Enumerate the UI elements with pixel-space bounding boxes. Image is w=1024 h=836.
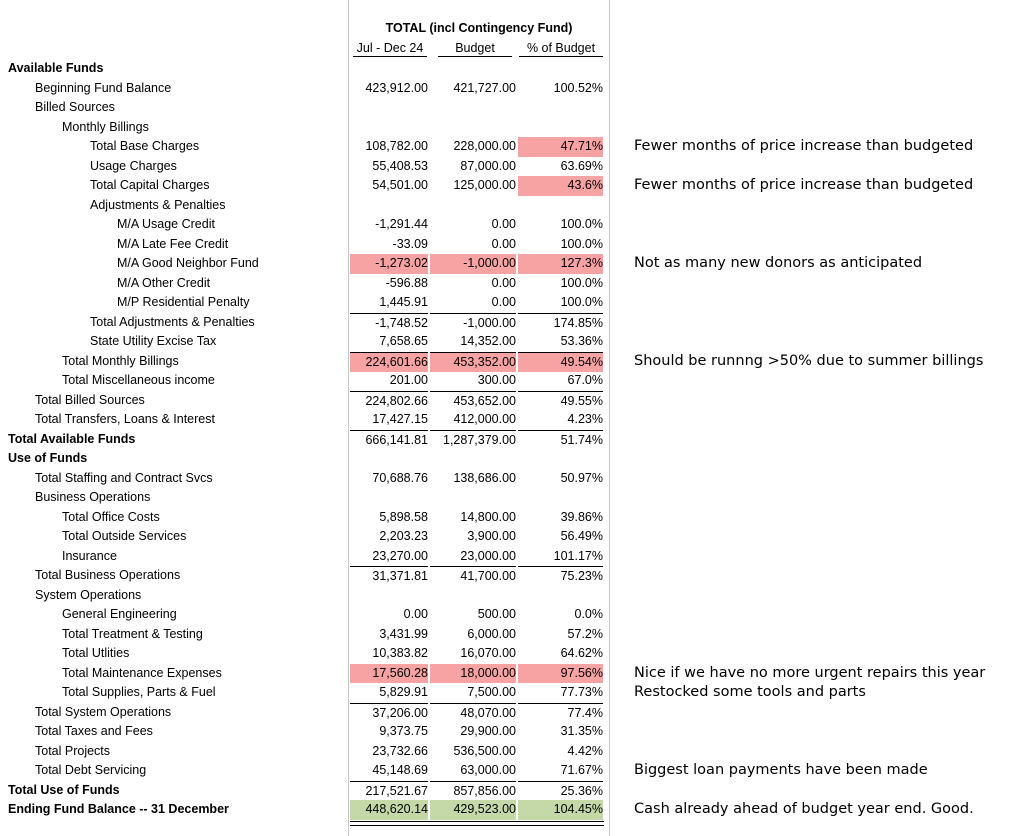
table-row <box>0 761 1024 781</box>
budget-value: 857,856.00 <box>430 781 516 802</box>
budget-value: 14,800.00 <box>460 509 516 524</box>
percent-of-budget: 63.69% <box>560 158 603 173</box>
budget-value: 0.00 <box>491 275 516 290</box>
percent-of-budget <box>518 98 603 118</box>
table-row <box>0 430 1024 450</box>
actual-value <box>350 59 428 79</box>
table-row <box>0 469 1024 489</box>
percent-of-budget: 75.23% <box>518 566 603 587</box>
budget-value: 453,352.00 <box>430 352 516 373</box>
actual-value <box>350 586 428 606</box>
percent-of-budget: 101.17% <box>553 548 603 563</box>
row-label: Beginning Fund Balance <box>35 80 172 95</box>
actual-value: 54,501.00 <box>372 178 428 192</box>
percent-of-budget: 174.85% <box>518 313 603 334</box>
percent-of-budget: 100.0% <box>560 275 603 290</box>
budget-value <box>430 118 516 138</box>
row-label: Total Staffing and Contract Svcs <box>35 470 213 485</box>
actual-value: 17,560.28 <box>350 664 428 684</box>
table-row <box>0 449 1024 469</box>
percent-of-budget: 49.54% <box>518 352 603 373</box>
actual-value: 108,782.00 <box>365 139 428 153</box>
row-label: Total Debt Servicing <box>35 763 147 777</box>
actual-value: 217,521.67 <box>350 781 428 802</box>
percent-of-budget: 53.36% <box>560 334 603 348</box>
budget-value: 7,500.00 <box>467 685 516 699</box>
percent-of-budget: 0.0% <box>574 607 603 621</box>
percent-of-budget: 100.0% <box>560 295 603 309</box>
table-row <box>0 293 1024 313</box>
table-row <box>0 586 1024 606</box>
row-label: Total Maintenance Expenses <box>62 665 222 680</box>
row-label: M/A Other Credit <box>117 275 211 290</box>
percent-of-budget: 97.56% <box>518 664 603 684</box>
row-label: Use of Funds <box>8 451 88 465</box>
actual-value: 2,203.23 <box>379 529 428 543</box>
budget-value: 41,700.00 <box>430 566 516 587</box>
actual-value: 45,148.69 <box>372 763 428 777</box>
actual-value: -1,291.44 <box>375 217 428 231</box>
percent-of-budget: 4.23% <box>567 412 603 426</box>
actual-value: 23,732.66 <box>372 743 428 758</box>
table-row <box>0 137 1024 157</box>
table-row <box>0 118 1024 138</box>
percent-of-budget <box>518 488 603 508</box>
table-row <box>0 742 1024 762</box>
row-label: M/A Usage Credit <box>117 217 215 231</box>
budget-value <box>430 59 516 79</box>
percent-of-budget <box>518 118 603 138</box>
actual-value: 423,912.00 <box>365 80 428 95</box>
budget-value: 1,287,379.00 <box>430 430 516 451</box>
table-row <box>0 683 1024 703</box>
actual-value: -33.09 <box>392 236 428 251</box>
actual-value: 10,383.82 <box>372 646 428 660</box>
budget-value: 18,000.00 <box>430 664 516 684</box>
row-label: Total Taxes and Fees <box>35 724 153 738</box>
table-row <box>0 625 1024 645</box>
actual-value <box>350 98 428 118</box>
budget-value <box>430 196 516 216</box>
table-row <box>0 254 1024 274</box>
row-label: M/P Residential Penalty <box>117 295 250 309</box>
percent-of-budget: 64.62% <box>560 646 603 660</box>
budget-value: 125,000.00 <box>453 178 516 192</box>
table-row <box>0 98 1024 118</box>
budget-value: 500.00 <box>477 607 516 621</box>
actual-value: 448,620.14 <box>350 800 428 820</box>
table-row <box>0 391 1024 411</box>
budget-value: 228,000.00 <box>453 139 516 153</box>
table-row <box>0 703 1024 723</box>
row-comment: Not as many new donors as anticipated <box>634 255 923 271</box>
budget-value: 23,000.00 <box>460 548 516 563</box>
row-label: General Engineering <box>62 607 177 621</box>
percent-of-budget <box>518 586 603 606</box>
actual-value: 37,206.00 <box>350 703 428 724</box>
actual-value: 9,373.75 <box>379 724 428 738</box>
budget-value: 29,900.00 <box>460 724 516 738</box>
actual-value: 666,141.81 <box>350 430 428 451</box>
row-label: Available Funds <box>8 61 104 75</box>
percent-of-budget: 49.55% <box>518 391 603 412</box>
actual-value: -1,273.02 <box>350 254 428 274</box>
percent-of-budget <box>518 449 603 469</box>
percent-of-budget: 50.97% <box>560 470 603 485</box>
row-label: Total Office Costs <box>62 509 160 524</box>
row-label: Billed Sources <box>35 100 115 114</box>
row-label: Adjustments & Penalties <box>90 197 226 212</box>
budget-value: 87,000.00 <box>460 158 516 173</box>
row-label: Total Treatment & Testing <box>62 626 203 641</box>
row-label: Total Use of Funds <box>8 782 120 797</box>
row-label: Total Billed Sources <box>35 392 145 407</box>
actual-value <box>350 196 428 216</box>
actual-value: 31,371.81 <box>350 566 428 587</box>
table-row <box>0 352 1024 372</box>
percent-of-budget: 67.0% <box>567 373 603 387</box>
row-comment: Fewer months of price increase than budgeted <box>634 177 974 193</box>
percent-of-budget: 77.73% <box>560 685 603 699</box>
table-row <box>0 196 1024 216</box>
actual-value: 17,427.15 <box>372 412 428 426</box>
column-header-period: Jul - Dec 24 <box>353 40 427 57</box>
row-label: Total Supplies, Parts & Fuel <box>62 685 216 699</box>
row-comment: Nice if we have no more urgent repairs this year <box>634 664 986 681</box>
budget-value <box>430 449 516 469</box>
actual-value: 224,802.66 <box>350 391 428 412</box>
table-row <box>0 644 1024 664</box>
row-label: Total Capital Charges <box>90 178 210 192</box>
budget-value <box>430 488 516 508</box>
percent-of-budget: 100.0% <box>560 217 603 231</box>
row-label: Usage Charges <box>90 158 177 173</box>
actual-value <box>350 449 428 469</box>
budget-value: 6,000.00 <box>467 626 516 641</box>
table-row <box>0 664 1024 684</box>
table-row <box>0 274 1024 294</box>
actual-value: 70,688.76 <box>372 470 428 485</box>
actual-value: -596.88 <box>385 275 428 290</box>
budget-value: 3,900.00 <box>467 529 516 543</box>
percent-of-budget: 31.35% <box>560 724 603 738</box>
table-row <box>0 547 1024 567</box>
actual-value: 201.00 <box>389 373 428 387</box>
row-label: State Utility Excise Tax <box>90 334 217 348</box>
percent-of-budget: 47.71% <box>518 137 603 157</box>
row-comment: Biggest loan payments have been made <box>634 762 928 778</box>
table-row <box>0 605 1024 625</box>
actual-value: 1,445.91 <box>379 295 428 309</box>
row-label: Total Business Operations <box>35 568 181 582</box>
table-row <box>0 313 1024 333</box>
row-label: M/A Good Neighbor Fund <box>117 256 259 270</box>
actual-value: 3,431.99 <box>379 626 428 641</box>
row-label: Total Monthly Billings <box>62 353 179 368</box>
row-label: Total System Operations <box>35 704 172 719</box>
row-label: Total Base Charges <box>90 139 200 153</box>
budget-value: 0.00 <box>491 295 516 309</box>
table-row <box>0 508 1024 528</box>
budget-value: 429,523.00 <box>430 800 516 820</box>
row-label: M/A Late Fee Credit <box>117 236 229 251</box>
percent-of-budget: 4.42% <box>567 743 603 758</box>
row-label: Total Utlities <box>62 646 130 660</box>
table-row <box>0 722 1024 742</box>
percent-of-budget: 56.49% <box>560 529 603 543</box>
percent-of-budget: 25.36% <box>518 781 603 802</box>
budget-value: 536,500.00 <box>453 743 516 758</box>
row-label: Monthly Billings <box>62 119 149 134</box>
budget-value <box>430 98 516 118</box>
double-underline <box>350 821 604 826</box>
budget-value: 138,686.00 <box>453 470 516 485</box>
percent-of-budget: 127.3% <box>518 254 603 274</box>
table-row <box>0 79 1024 99</box>
actual-value: 0.00 <box>403 607 428 621</box>
budget-value: 16,070.00 <box>460 646 516 660</box>
row-label: Total Transfers, Loans & Interest <box>35 412 215 426</box>
percent-of-budget: 100.0% <box>560 236 603 251</box>
row-label: System Operations <box>35 587 142 602</box>
percent-of-budget: 71.67% <box>560 763 603 777</box>
table-row <box>0 332 1024 352</box>
row-label: Ending Fund Balance -- 31 December <box>8 802 229 816</box>
percent-of-budget: 57.2% <box>567 626 603 641</box>
actual-value <box>350 118 428 138</box>
row-comment: Fewer months of price increase than budgeted <box>634 138 974 154</box>
budget-value: 300.00 <box>477 373 516 387</box>
percent-of-budget: 104.45% <box>518 800 603 820</box>
table-title: TOTAL (incl Contingency Fund) <box>385 21 573 35</box>
row-comment: Cash already ahead of budget year end. Good. <box>634 801 974 817</box>
table-row <box>0 215 1024 235</box>
budget-value: 421,727.00 <box>453 80 516 95</box>
row-label: Total Available Funds <box>8 431 136 446</box>
row-label: Insurance <box>62 548 117 563</box>
table-row <box>0 176 1024 196</box>
column-header-percent: % of Budget <box>519 40 603 57</box>
percent-of-budget: 77.4% <box>518 703 603 724</box>
row-label: Total Miscellaneous income <box>62 373 215 387</box>
table-row <box>0 59 1024 79</box>
percent-of-budget <box>518 196 603 216</box>
actual-value: 55,408.53 <box>372 158 428 173</box>
budget-value: 63,000.00 <box>460 763 516 777</box>
percent-of-budget: 43.6% <box>518 176 603 196</box>
budget-value: 412,000.00 <box>453 412 516 426</box>
actual-value: -1,748.52 <box>350 313 428 334</box>
table-row <box>0 235 1024 255</box>
row-comment: Should be runnng >50% due to summer billings <box>634 352 984 369</box>
row-label: Total Outside Services <box>62 529 187 543</box>
actual-value: 7,658.65 <box>379 334 428 348</box>
table-row <box>0 157 1024 177</box>
actual-value: 224,601.66 <box>350 352 428 373</box>
budget-value: 48,070.00 <box>430 703 516 724</box>
budget-value: -1,000.00 <box>430 254 516 274</box>
table-row <box>0 371 1024 391</box>
column-header-budget: Budget <box>438 40 512 57</box>
table-row <box>0 410 1024 430</box>
table-row <box>0 488 1024 508</box>
budget-value: 14,352.00 <box>460 334 516 348</box>
actual-value <box>350 488 428 508</box>
budget-value <box>430 586 516 606</box>
budget-value: 0.00 <box>491 236 516 251</box>
percent-of-budget: 39.86% <box>560 509 603 524</box>
budget-value: 453,652.00 <box>430 391 516 412</box>
actual-value: 5,829.91 <box>379 685 428 699</box>
percent-of-budget <box>518 59 603 79</box>
percent-of-budget: 51.74% <box>518 430 603 451</box>
row-label: Business Operations <box>35 490 151 504</box>
row-label: Total Projects <box>35 743 111 758</box>
table-row <box>0 781 1024 801</box>
percent-of-budget: 100.52% <box>553 80 603 95</box>
actual-value: 23,270.00 <box>372 548 428 563</box>
row-comment: Restocked some tools and parts <box>634 684 866 700</box>
table-row <box>0 566 1024 586</box>
budget-value: 0.00 <box>491 217 516 231</box>
row-label: Total Adjustments & Penalties <box>90 314 255 329</box>
table-row <box>0 527 1024 547</box>
table-row <box>0 800 1024 820</box>
budget-value: -1,000.00 <box>430 313 516 334</box>
actual-value: 5,898.58 <box>379 509 428 524</box>
